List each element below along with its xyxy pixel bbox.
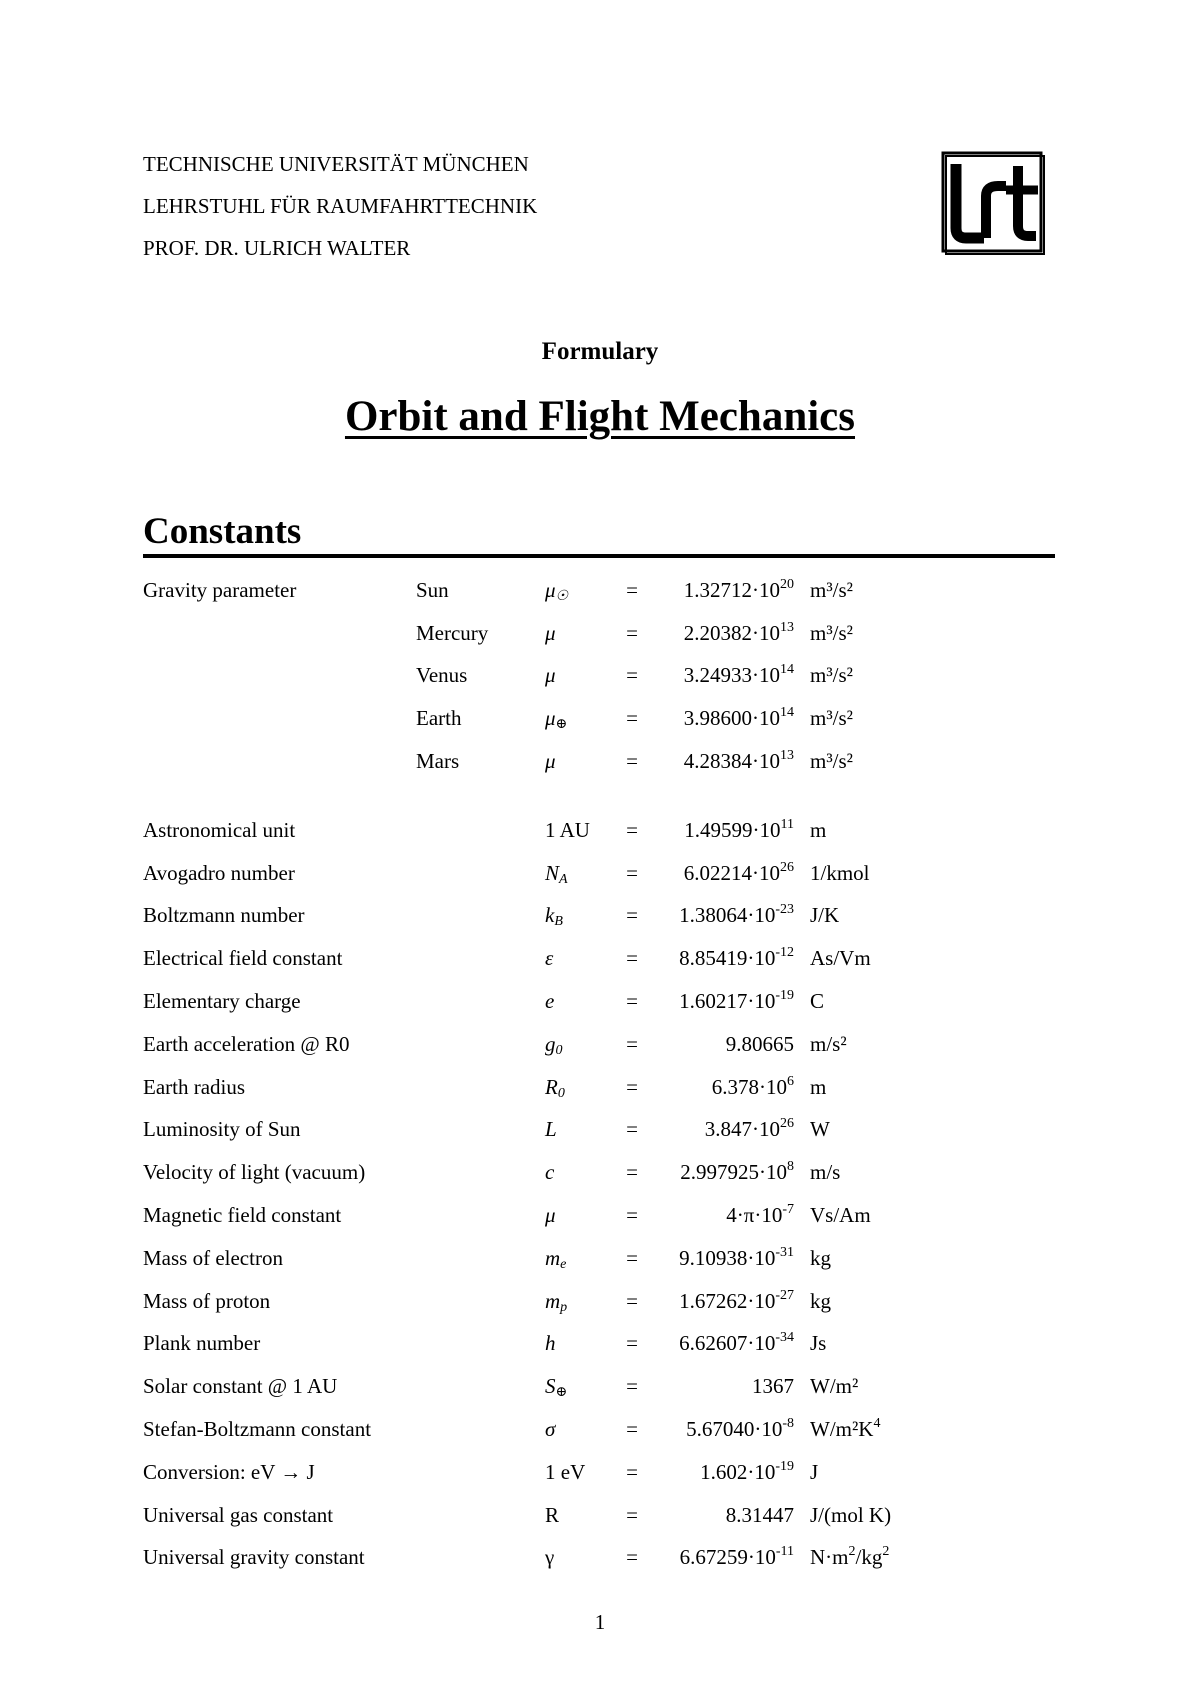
constant-value <box>654 1023 794 1066</box>
constant-value <box>654 895 794 938</box>
constant-unit <box>794 1323 930 1366</box>
constant-value <box>654 1494 794 1537</box>
value-exponent: 8 <box>787 1159 794 1175</box>
symbol-main: R <box>545 1074 558 1099</box>
value-mantissa: 1.60217·10 <box>679 989 776 1014</box>
unit-text: m <box>810 817 827 842</box>
value-mantissa: 5.67040·10 <box>686 1417 783 1442</box>
lrt-logo <box>940 150 1046 256</box>
constant-name: Luminosity of Sun <box>143 1117 301 1142</box>
constant-symbol <box>545 895 610 938</box>
constant-name <box>143 740 416 783</box>
symbol-main: R <box>545 1502 560 1527</box>
value-exponent: -8 <box>782 1416 794 1432</box>
constant-name: Avogadro number <box>143 860 295 885</box>
value-exponent: 20 <box>780 576 794 592</box>
planet-name: Mercury <box>416 620 489 645</box>
symbol-subscript: B <box>554 914 563 930</box>
unit-text: m/s² <box>810 1031 847 1056</box>
constant-symbol <box>545 1194 610 1237</box>
constant-unit <box>794 655 930 698</box>
symbol-main: μ <box>545 706 556 731</box>
equals-sign: = <box>626 1203 638 1228</box>
equals-sign: = <box>626 1031 638 1056</box>
constant-row <box>143 1494 930 1537</box>
value-mantissa: 2.997925·10 <box>680 1160 787 1185</box>
value-mantissa: 1367 <box>752 1374 794 1399</box>
symbol-main: S <box>545 1374 556 1399</box>
constant-value <box>654 1280 794 1323</box>
value-exponent: -19 <box>775 988 794 1004</box>
unit-text: W <box>810 1117 830 1142</box>
planet-name: Earth <box>416 706 462 731</box>
constant-value <box>654 1151 794 1194</box>
constant-row <box>143 1323 930 1366</box>
constant-name: Stefan-Boltzmann constant <box>143 1417 372 1442</box>
constant-value <box>654 1537 794 1580</box>
constant-unit <box>794 980 930 1023</box>
document-title: Orbit and Flight Mechanics <box>344 393 856 440</box>
value-mantissa: 3.847·10 <box>704 1117 780 1142</box>
symbol-main: ε <box>545 946 554 971</box>
unit-text: 1/kmol <box>810 860 870 885</box>
constant-unit <box>794 1451 930 1494</box>
value-exponent: 14 <box>780 662 794 678</box>
constant-unit <box>794 1151 930 1194</box>
constant-symbol <box>545 980 610 1023</box>
symbol-main: g <box>545 1031 556 1056</box>
unit-text: m³/s² <box>810 749 853 774</box>
unit-text: Vs/Am <box>810 1203 871 1228</box>
constant-value <box>654 655 794 698</box>
value-mantissa: 3.24933·10 <box>683 663 780 688</box>
symbol-main: k <box>545 903 555 928</box>
constant-unit <box>794 895 930 938</box>
equals-sign: = <box>626 1160 638 1185</box>
unit-text: m³/s² <box>810 620 853 645</box>
value-exponent: 13 <box>780 619 794 635</box>
constant-value <box>654 1323 794 1366</box>
constant-row <box>143 895 930 938</box>
constant-symbol <box>545 569 610 612</box>
constant-value <box>654 1451 794 1494</box>
constant-value <box>654 1066 794 1109</box>
constant-name: Conversion: eV → J <box>143 1459 315 1484</box>
constant-symbol <box>545 1151 610 1194</box>
constant-symbol <box>545 697 610 740</box>
constant-unit <box>794 1237 930 1280</box>
symbol-main: μ <box>545 663 556 688</box>
constant-symbol <box>545 1280 610 1323</box>
constant-row <box>143 1194 930 1237</box>
constant-unit <box>794 1023 930 1066</box>
symbol-main: N <box>545 860 560 885</box>
value-mantissa: 6.62607·10 <box>679 1331 776 1356</box>
symbol-subscript: 0 <box>555 1042 563 1058</box>
constant-row <box>143 1151 930 1194</box>
unit-text: J <box>810 1459 819 1484</box>
symbol-subscript: A <box>559 871 568 887</box>
constant-symbol <box>545 937 610 980</box>
constant-value <box>654 612 794 655</box>
constant-name: Boltzmann number <box>143 903 305 928</box>
value-exponent: -34 <box>775 1330 794 1346</box>
value-exponent: -11 <box>775 1544 794 1560</box>
constant-unit <box>794 937 930 980</box>
constant-row <box>143 980 930 1023</box>
unit-text: kg <box>810 1288 831 1313</box>
constant-symbol <box>545 1066 610 1109</box>
unit-exponent: 2 <box>848 1544 856 1560</box>
unit-tail-exponent: 2 <box>882 1544 890 1560</box>
value-exponent: -27 <box>775 1287 794 1303</box>
symbol-main: m <box>545 1245 561 1270</box>
symbol-main: h <box>545 1331 556 1356</box>
value-exponent: 13 <box>780 748 794 764</box>
equals-sign: = <box>626 1502 638 1527</box>
constant-name: Earth acceleration @ R0 <box>143 1031 350 1056</box>
constant-symbol <box>545 1537 610 1580</box>
constant-symbol <box>545 1323 610 1366</box>
equals-sign: = <box>626 903 638 928</box>
gravity-row <box>143 655 930 698</box>
university-name: TECHNISCHE UNIVERSITÄT MÜNCHEN <box>143 152 529 176</box>
symbol-subscript: ☉ <box>555 588 569 604</box>
professor-name: PROF. DR. ULRICH WALTER <box>143 236 411 260</box>
symbol-subscript: ⊕ <box>555 717 568 733</box>
constant-value <box>654 1194 794 1237</box>
value-exponent: 14 <box>780 705 794 721</box>
unit-text: C <box>810 989 825 1014</box>
value-mantissa: 6.378·10 <box>711 1074 787 1099</box>
constant-value <box>654 852 794 895</box>
planet-name: Venus <box>416 663 468 688</box>
equals-sign: = <box>626 620 638 645</box>
value-mantissa: 4·π·10 <box>726 1203 783 1228</box>
planet-name: Sun <box>416 577 449 602</box>
equals-sign: = <box>626 749 638 774</box>
symbol-main: μ <box>545 577 556 602</box>
spacer-cell <box>143 783 930 809</box>
constant-value <box>654 1408 794 1451</box>
section-heading <box>143 510 1055 558</box>
constant-value <box>654 740 794 783</box>
equals-sign: = <box>626 1245 638 1270</box>
constant-name: Elementary charge <box>143 989 301 1014</box>
value-mantissa: 6.02214·10 <box>683 860 780 885</box>
symbol-subscript: ⊕ <box>555 1385 568 1401</box>
symbol-main: 1 eV <box>545 1459 586 1484</box>
symbol-main: σ <box>545 1417 556 1442</box>
equals-sign: = <box>626 706 638 731</box>
equals-sign: = <box>626 1545 638 1570</box>
value-exponent: -7 <box>782 1202 794 1218</box>
constant-symbol <box>545 1237 610 1280</box>
constant-name: Plank number <box>143 1331 261 1356</box>
constant-symbol <box>545 809 610 852</box>
equals-sign: = <box>626 860 638 885</box>
constant-name: Magnetic field constant <box>143 1203 342 1228</box>
constant-unit <box>794 1109 930 1152</box>
constant-value <box>654 1237 794 1280</box>
symbol-main: e <box>545 989 555 1014</box>
constant-unit <box>794 1280 930 1323</box>
constant-unit <box>794 1194 930 1237</box>
constant-name <box>143 697 416 740</box>
value-mantissa: 8.31447 <box>725 1502 794 1527</box>
constant-unit <box>794 1408 930 1451</box>
constant-value <box>654 1365 794 1408</box>
unit-text: m³/s² <box>810 706 853 731</box>
value-mantissa: 6.67259·10 <box>679 1545 776 1570</box>
constant-unit <box>794 1494 930 1537</box>
value-mantissa: 1.49599·10 <box>684 817 781 842</box>
value-mantissa: 3.98600·10 <box>683 706 780 731</box>
equals-sign: = <box>626 1074 638 1099</box>
constant-value <box>654 980 794 1023</box>
symbol-main: μ <box>545 1203 556 1228</box>
equals-sign: = <box>626 577 638 602</box>
constant-unit <box>794 852 930 895</box>
constant-value <box>654 569 794 612</box>
value-mantissa: 1.38064·10 <box>679 903 776 928</box>
constant-row <box>143 1023 930 1066</box>
gravity-row <box>143 612 930 655</box>
constant-unit <box>794 1365 930 1408</box>
constant-symbol <box>545 740 610 783</box>
constant-name: Earth radius <box>143 1074 246 1099</box>
value-exponent: 6 <box>787 1073 794 1089</box>
value-mantissa: 4.28384·10 <box>683 749 780 774</box>
value-exponent: 26 <box>780 1116 794 1132</box>
value-mantissa: 8.85419·10 <box>679 946 776 971</box>
constant-symbol <box>545 852 610 895</box>
section-title: Constants <box>143 511 302 552</box>
value-mantissa: 2.20382·10 <box>683 620 780 645</box>
constant-unit <box>794 740 930 783</box>
symbol-main: c <box>545 1160 555 1185</box>
unit-text: m³/s² <box>810 663 853 688</box>
constant-row <box>143 1280 930 1323</box>
constant-row <box>143 1537 930 1580</box>
equals-sign: = <box>626 817 638 842</box>
equals-sign: = <box>626 1374 638 1399</box>
constant-row <box>143 1365 930 1408</box>
constant-name: Solar constant @ 1 AU <box>143 1374 338 1399</box>
constant-symbol <box>545 612 610 655</box>
constant-row <box>143 852 930 895</box>
constant-name <box>143 655 416 698</box>
equals-sign: = <box>626 989 638 1014</box>
unit-text: kg <box>810 1245 831 1270</box>
chair-name: LEHRSTUHL FÜR RAUMFAHRTTECHNIK <box>143 194 538 218</box>
unit-text: As/Vm <box>810 946 871 971</box>
symbol-subscript: e <box>560 1256 567 1272</box>
equals-sign: = <box>626 1288 638 1313</box>
constant-unit <box>794 569 930 612</box>
constant-value <box>654 697 794 740</box>
unit-text: J/K <box>810 903 840 928</box>
symbol-subscript: 0 <box>557 1085 565 1101</box>
planet-name: Mars <box>416 749 460 774</box>
equals-sign: = <box>626 1117 638 1142</box>
unit-tail: /kg <box>855 1545 883 1570</box>
value-exponent: -12 <box>775 945 794 961</box>
constant-name: Mass of electron <box>143 1245 283 1270</box>
page-number: 1 <box>594 1610 606 1634</box>
value-mantissa: 9.80665 <box>725 1031 794 1056</box>
constant-row <box>143 1451 930 1494</box>
constant-value <box>654 1109 794 1152</box>
value-exponent: -31 <box>775 1244 794 1260</box>
constant-unit <box>794 612 930 655</box>
constant-symbol <box>545 1109 610 1152</box>
unit-text: N·m <box>810 1545 849 1570</box>
unit-exponent: 4 <box>873 1416 881 1432</box>
equals-sign: = <box>626 946 638 971</box>
constant-name <box>143 612 416 655</box>
value-exponent: -23 <box>775 902 794 918</box>
constant-name: Universal gas constant <box>143 1502 334 1527</box>
constant-value <box>654 809 794 852</box>
unit-text: m <box>810 1074 827 1099</box>
value-mantissa: 9.10938·10 <box>679 1245 776 1270</box>
constant-name: Velocity of light (vacuum) <box>143 1160 366 1185</box>
equals-sign: = <box>626 1331 638 1356</box>
constant-row <box>143 1408 930 1451</box>
value-exponent: -19 <box>775 1458 794 1474</box>
value-mantissa: 1.602·10 <box>700 1459 776 1484</box>
constant-symbol <box>545 1494 610 1537</box>
constant-symbol <box>545 655 610 698</box>
constant-name: Universal gravity constant <box>143 1545 365 1570</box>
institution-header <box>143 143 537 269</box>
gravity-row <box>143 569 930 612</box>
unit-text: J/(mol K) <box>810 1502 892 1527</box>
unit-text: W/m²K <box>810 1417 874 1442</box>
constant-unit <box>794 1537 930 1580</box>
value-mantissa: 1.32712·10 <box>683 577 780 602</box>
constant-row <box>143 1109 930 1152</box>
constant-row <box>143 1066 930 1109</box>
equals-sign: = <box>626 1459 638 1484</box>
unit-text: Js <box>810 1331 827 1356</box>
constant-row <box>143 809 930 852</box>
symbol-main: m <box>545 1288 561 1313</box>
symbol-main: γ <box>545 1545 555 1570</box>
constant-symbol <box>545 1408 610 1451</box>
symbol-main: μ <box>545 749 556 774</box>
value-exponent: 26 <box>780 859 794 875</box>
constant-name: Gravity parameter <box>143 577 297 602</box>
value-mantissa: 1.67262·10 <box>679 1288 776 1313</box>
gravity-row <box>143 740 930 783</box>
symbol-subscript: p <box>560 1299 568 1315</box>
constants-table <box>143 569 930 1579</box>
equals-sign: = <box>626 1417 638 1442</box>
equals-sign: = <box>626 663 638 688</box>
symbol-main: μ <box>545 620 556 645</box>
constant-name: Astronomical unit <box>143 817 296 842</box>
constant-value <box>654 937 794 980</box>
unit-text: m/s <box>810 1160 841 1185</box>
constant-row <box>143 1237 930 1280</box>
constant-unit <box>794 697 930 740</box>
constant-name: Mass of proton <box>143 1288 271 1313</box>
document-type: Formulary <box>541 338 659 365</box>
unit-text: W/m² <box>810 1374 859 1399</box>
symbol-main: L <box>545 1117 557 1142</box>
gravity-row <box>143 697 930 740</box>
symbol-main: 1 AU <box>545 817 590 842</box>
constant-symbol <box>545 1023 610 1066</box>
table-spacer <box>143 783 930 809</box>
constant-row <box>143 937 930 980</box>
constant-symbol <box>545 1451 610 1494</box>
value-exponent: 11 <box>780 816 794 832</box>
constant-symbol <box>545 1365 610 1408</box>
constant-name: Electrical field constant <box>143 946 343 971</box>
constant-unit <box>794 809 930 852</box>
unit-text: m³/s² <box>810 577 853 602</box>
constant-unit <box>794 1066 930 1109</box>
